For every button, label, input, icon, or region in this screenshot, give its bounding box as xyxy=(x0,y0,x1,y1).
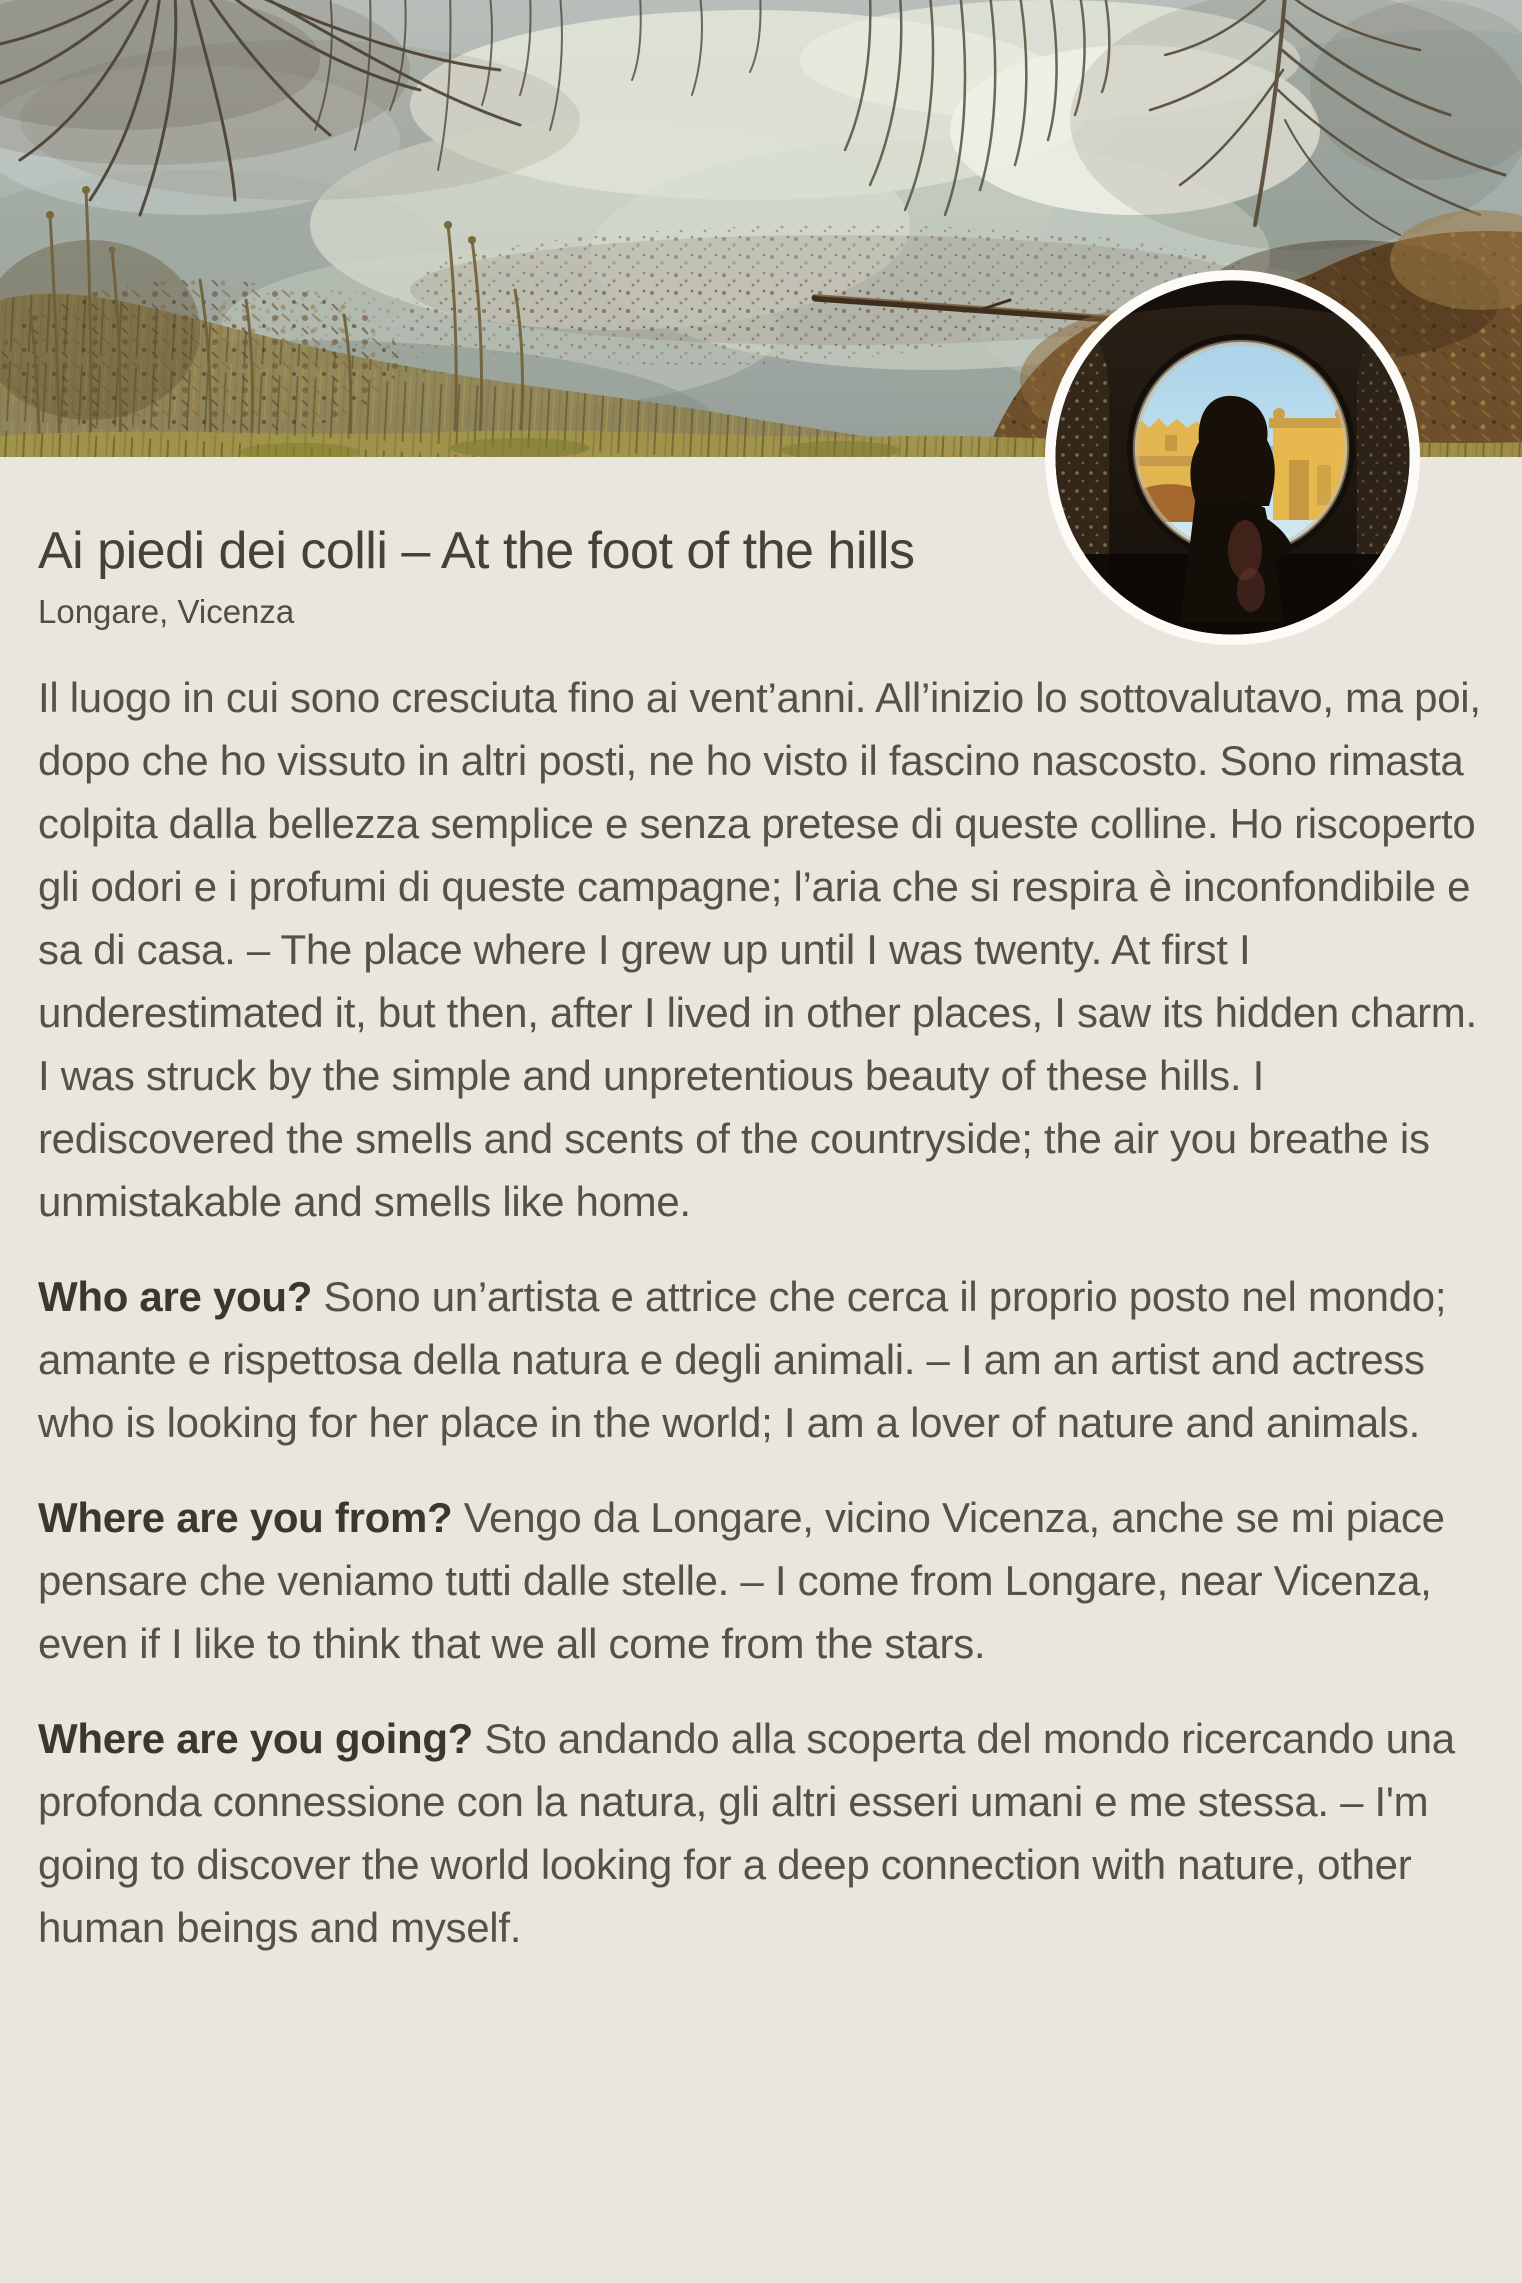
page-subtitle: Longare, Vicenza xyxy=(38,593,295,630)
answer-text: Vengo da Longare, vicino Vicenza, anche se mi piace pensare che veniamo tutti dalle stelle. – I come from Longare, near Vicenza, even if I like to think that we all come from the stars. xyxy=(38,1494,1445,1667)
article-body xyxy=(38,666,1484,1959)
qa-paragraph xyxy=(38,1486,1484,1675)
intro-paragraph xyxy=(38,666,1484,1233)
question-label: Where are you going? xyxy=(38,1715,474,1762)
page-title: Ai piedi dei colli – At the foot of the hills xyxy=(38,522,915,580)
article-content xyxy=(0,457,1522,1959)
intro-text: Il luogo in cui sono cresciuta fino ai vent’anni. All’inizio lo sottovalutavo, ma poi, dopo che ho vissuto in altri posti, ne ho visto il fascino nascosto. Sono rimasta colpita dalla bellezza semplice e senza pretese di queste colline. Ho riscoperto gli odori e i profumi di queste campagne; l’aria che si respira è inconfondibile e sa di casa. – The place where I grew up until I was twenty. At first I underestimated it, but then, after I lived in other places, I saw its hidden charm. I was struck by the simple and unpretentious beauty of these hills. I rediscovered the smells and scents of the countryside; the air you breathe is unmistakable and smells like home. xyxy=(38,674,1481,1225)
qa-paragraph xyxy=(38,1265,1484,1454)
qa-paragraph xyxy=(38,1707,1484,1959)
question-label: Who are you? xyxy=(38,1273,313,1320)
question-label: Where are you from? xyxy=(38,1494,453,1541)
answer-text: Sto andando alla scoperta del mondo ricercando una profonda connessione con la natura, gli altri esseri umani e me stessa. – I'm going to discover the world looking for a deep connection with nature, other human beings and myself. xyxy=(38,1715,1455,1951)
answer-text: Sono un’artista e attrice che cerca il proprio posto nel mondo; amante e rispettosa della natura e degli animali. – I am an artist and actress who is looking for her place in the world; I am a lover of nature and animals. xyxy=(38,1273,1447,1446)
